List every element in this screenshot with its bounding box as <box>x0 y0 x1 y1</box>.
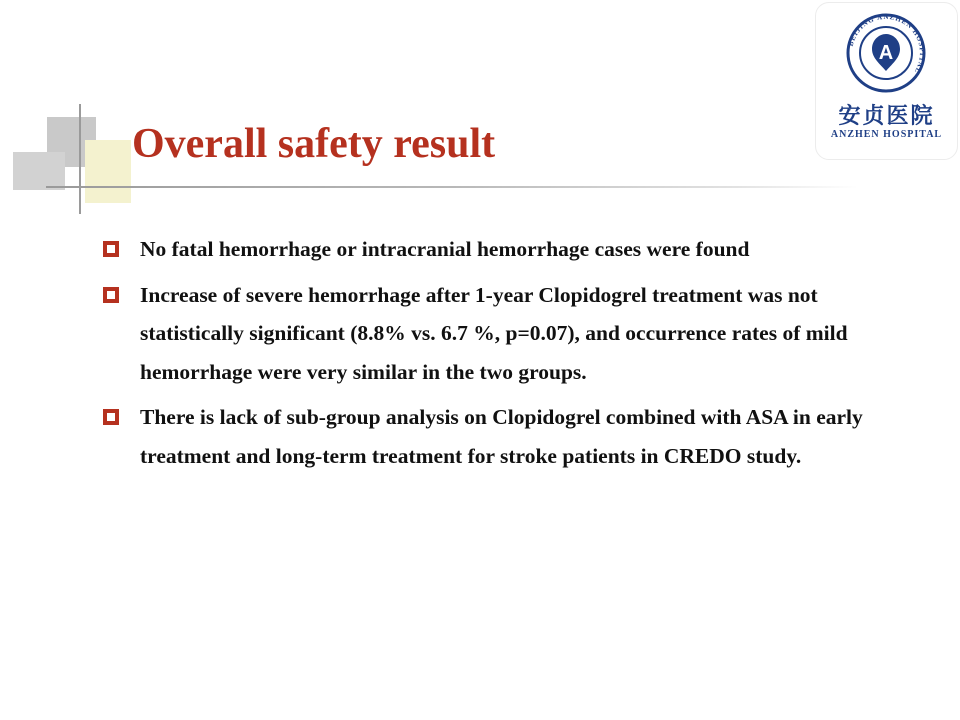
logo-letter: A <box>878 42 894 64</box>
decor-square-yellow <box>85 140 131 203</box>
square-bullet-icon <box>103 409 119 425</box>
bullet-text: No fatal hemorrhage or intracranial hemorrhage cases were found <box>140 237 750 261</box>
hospital-logo <box>815 2 958 160</box>
logo-emblem-icon <box>816 3 957 103</box>
bullet-item <box>103 276 903 392</box>
decor-square-gray-lower <box>13 152 65 190</box>
bullet-text: There is lack of sub-group analysis on Clopidogrel combined with ASA in early treatment and long-term treatment for stroke patients in CREDO study. <box>140 405 863 468</box>
bullet-text: Increase of severe hemorrhage after 1-year Clopidogrel treatment was not statistically significant (8.8% vs. 6.7 %, p=0.07), and occurrence rates of mild hemorrhage were very similar in the two groups. <box>140 282 848 384</box>
logo-name-en: ANZHEN HOSPITAL <box>830 129 943 140</box>
bullet-item <box>103 230 903 269</box>
square-bullet-icon <box>103 241 119 257</box>
logo-name-cn: 安贞医院 <box>838 104 935 129</box>
square-bullet-icon <box>103 287 119 303</box>
slide-title: Overall safety result <box>132 121 496 167</box>
bullet-list <box>103 230 903 482</box>
logo-ring-text: BEIJING ANZHEN HOSPITAL <box>846 12 927 76</box>
bullet-item <box>103 398 903 475</box>
title-underline <box>46 186 858 188</box>
decor-vertical-line <box>79 104 81 214</box>
